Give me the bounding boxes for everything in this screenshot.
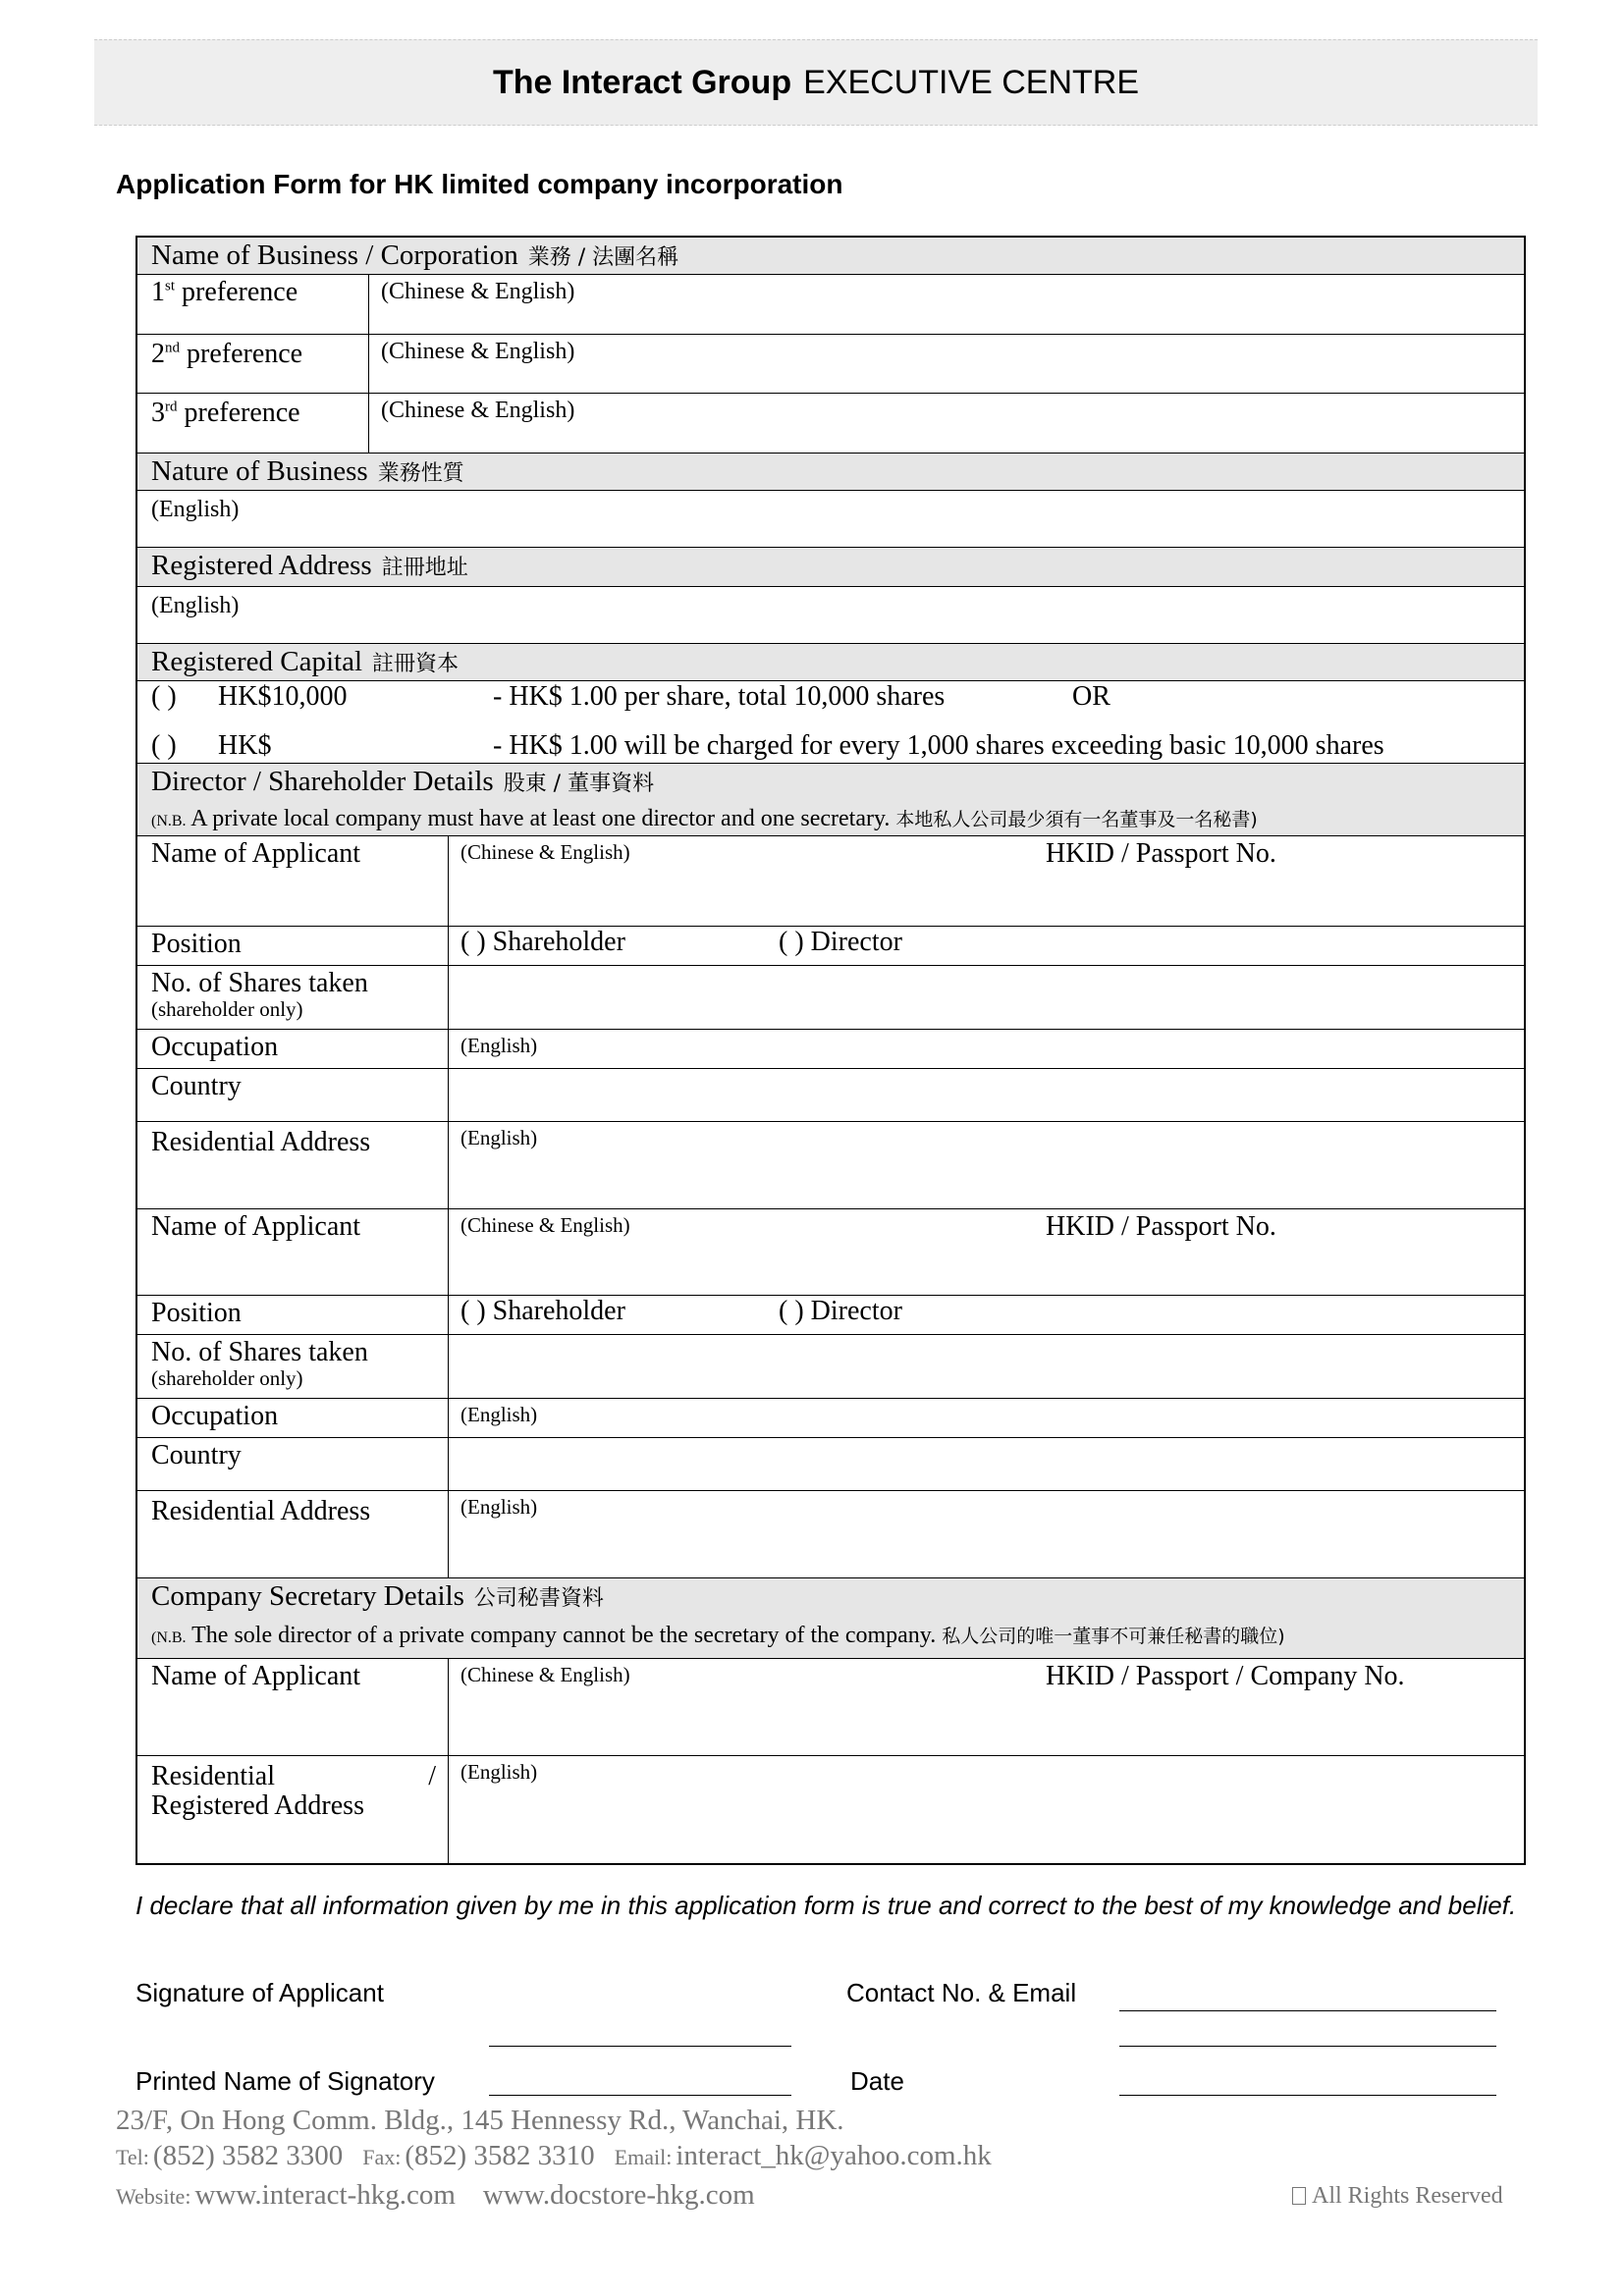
- brand-name: The Interact Group: [492, 63, 792, 101]
- applicant-2-name-label: Name of Applicant: [137, 1209, 449, 1295]
- preference-input-2[interactable]: [369, 335, 1524, 393]
- copyright-icon: [1292, 2187, 1306, 2205]
- capital-option-1-checkbox[interactable]: ( ): [151, 681, 177, 712]
- preference-input-1[interactable]: [369, 275, 1524, 334]
- applicant-2-hkid-label: HKID / Passport No.: [1046, 1211, 1276, 1242]
- secretary-id-label: HKID / Passport / Company No.: [1046, 1661, 1405, 1691]
- nature-title: Nature of Business: [151, 455, 368, 487]
- applicant-1-name-hint: (Chinese & English): [460, 840, 630, 864]
- date-line[interactable]: [1119, 2095, 1496, 2096]
- footer-contacts: Tel: (852) 3582 3300 Fax: (852) 3582 3310 Email: interact_hk@yahoo.com.hk: [116, 2140, 992, 2171]
- applicant-2-shares-input[interactable]: [449, 1335, 1524, 1398]
- signature-applicant-label: Signature of Applicant: [135, 1978, 384, 2007]
- applicant-1-country-input[interactable]: [449, 1069, 1524, 1121]
- applicant-2-director-checkbox[interactable]: ( ) Director: [779, 1296, 902, 1326]
- secretary-name-label: Name of Applicant: [137, 1659, 449, 1755]
- preference-label-1: 1st preference: [137, 275, 369, 334]
- applicant-2-shares-label: No. of Shares taken (shareholder only): [137, 1335, 449, 1398]
- preference-hint-2: (Chinese & English): [381, 339, 575, 364]
- footer-rights: All Rights Reserved: [1292, 2183, 1503, 2210]
- applicant-2-address-row: [137, 1491, 1524, 1578]
- secretary-address-row: [137, 1756, 1524, 1865]
- contact-line-2[interactable]: [1119, 2046, 1496, 2047]
- business-name-title: Name of Business / Corporation: [151, 240, 518, 271]
- footer-email-link[interactable]: interact_hk@yahoo.com.hk: [676, 2140, 992, 2171]
- secretary-name-hint: (Chinese & English): [460, 1663, 630, 1686]
- applicant-1-occupation-row: [137, 1030, 1524, 1069]
- nature-heading: [137, 454, 1524, 491]
- applicant-1-shares-label: No. of Shares taken (shareholder only): [137, 966, 449, 1029]
- contact-line-1[interactable]: [1119, 2010, 1496, 2011]
- secretary-address-input[interactable]: [449, 1756, 1524, 1865]
- preference-label-3: 3rd preference: [137, 394, 369, 453]
- business-name-title-zh: 業務 / 法團名稱: [527, 245, 679, 270]
- applicant-2-occupation-input[interactable]: [449, 1399, 1524, 1437]
- applicant-1-director-checkbox[interactable]: ( ) Director: [779, 927, 902, 957]
- applicant-1-address-input[interactable]: [449, 1122, 1524, 1208]
- preference-label-2: 2nd preference: [137, 335, 369, 393]
- applicant-1-position-label: Position: [137, 927, 449, 965]
- address-heading: [137, 548, 1524, 587]
- nature-input[interactable]: [137, 491, 1524, 548]
- applicant-1-country-label: Country: [137, 1069, 449, 1121]
- applicant-1-position-input: [449, 927, 1524, 965]
- form-title: Application Form for HK limited company incorporation: [116, 169, 843, 199]
- applicant-1-shares-input[interactable]: [449, 966, 1524, 1029]
- secretary-name-row: [137, 1659, 1524, 1756]
- capital-title-zh: 註冊資本: [372, 652, 460, 676]
- capital-or: OR: [1072, 681, 1110, 712]
- footer-website-link-2[interactable]: www.docstore-hkg.com: [482, 2179, 755, 2211]
- applicant-1-country-row: [137, 1069, 1524, 1122]
- applicant-2-name-row: [137, 1209, 1524, 1296]
- applicant-2-occupation-label: Occupation: [137, 1399, 449, 1437]
- applicant-2-country-label: Country: [137, 1438, 449, 1490]
- applicant-2-shares-row: [137, 1335, 1524, 1399]
- secretary-address-hint: (English): [460, 1760, 538, 1784]
- applicant-2-occupation-hint: (English): [460, 1403, 538, 1426]
- secretary-note: (N.B. The sole director of a private company cannot be the secretary of the company. 私人公司的唯一董事不可兼任秘書的職位): [151, 1623, 1285, 1648]
- capital-option-2-desc: - HK$ 1.00 will be charged for every 1,000 shares exceeding basic 10,000 shares: [493, 730, 1384, 761]
- footer-website-link-1[interactable]: www.interact-hkg.com: [194, 2179, 456, 2211]
- preference-hint-3: (Chinese & English): [381, 398, 575, 423]
- secretary-title-zh: 公司秘書資料: [473, 1586, 604, 1611]
- capital-option-1-amount: HK$10,000: [218, 681, 348, 712]
- secretary-heading: [137, 1578, 1524, 1659]
- footer-address: 23/F, On Hong Comm. Bldg., 145 Hennessy Rd., Wanchai, HK.: [116, 2105, 844, 2136]
- applicant-2-position-label: Position: [137, 1296, 449, 1334]
- applicant-1-address-row: [137, 1122, 1524, 1209]
- application-form: [135, 236, 1526, 1865]
- printed-name-label: Printed Name of Signatory: [135, 2066, 435, 2096]
- capital-option-1-desc: - HK$ 1.00 per share, total 10,000 shares: [493, 681, 946, 712]
- signature-line[interactable]: [489, 2046, 791, 2047]
- preference-row-3: [137, 394, 1524, 454]
- applicant-2-shareholder-checkbox[interactable]: ( ) Shareholder: [460, 1296, 625, 1326]
- nature-hint: (English): [151, 497, 240, 522]
- directors-title-zh: 股東 / 董事資料: [503, 772, 655, 796]
- applicant-2-position-row: [137, 1296, 1524, 1335]
- address-hint: (English): [151, 593, 240, 618]
- secretary-title: Company Secretary Details: [151, 1580, 464, 1612]
- applicant-2-position-input: [449, 1296, 1524, 1334]
- preference-hint-1: (Chinese & English): [381, 279, 575, 304]
- applicant-1-shareholder-checkbox[interactable]: ( ) Shareholder: [460, 927, 625, 957]
- applicant-2-country-input[interactable]: [449, 1438, 1524, 1490]
- address-input[interactable]: [137, 587, 1524, 644]
- capital-options: [137, 681, 1524, 764]
- applicant-1-occupation-input[interactable]: [449, 1030, 1524, 1068]
- secretary-address-label: Residential / Registered Address: [137, 1756, 449, 1865]
- applicant-1-hkid-label: HKID / Passport No.: [1046, 838, 1276, 869]
- directors-heading: [137, 764, 1524, 836]
- preference-row-2: [137, 335, 1524, 394]
- applicant-2-country-row: [137, 1438, 1524, 1491]
- printed-name-line[interactable]: [489, 2095, 791, 2096]
- date-label: Date: [850, 2066, 904, 2096]
- address-title: Registered Address: [151, 550, 372, 581]
- applicant-2-address-input[interactable]: [449, 1491, 1524, 1577]
- capital-title: Registered Capital: [151, 646, 363, 677]
- applicant-1-occupation-label: Occupation: [137, 1030, 449, 1068]
- applicant-1-name-label: Name of Applicant: [137, 836, 449, 926]
- secretary-name-input[interactable]: [449, 1659, 1524, 1755]
- declaration-text: I declare that all information given by me in this application form is true and correct to the best of my knowledge and belief.: [135, 1891, 1517, 1920]
- applicant-2-name-input[interactable]: [449, 1209, 1524, 1295]
- applicant-2-occupation-row: [137, 1399, 1524, 1438]
- business-name-heading: [137, 238, 1524, 275]
- applicant-1-occupation-hint: (English): [460, 1034, 538, 1057]
- applicant-2-address-hint: (English): [460, 1495, 538, 1519]
- capital-option-2-amount: HK$: [218, 730, 272, 761]
- address-title-zh: 註冊地址: [381, 556, 468, 580]
- contact-label: Contact No. & Email: [846, 1978, 1077, 2007]
- page-header: [94, 39, 1538, 126]
- applicant-2-address-label: Residential Address: [137, 1491, 449, 1577]
- directors-title: Director / Shareholder Details: [151, 766, 494, 797]
- applicant-1-position-row: [137, 927, 1524, 966]
- applicant-1-address-label: Residential Address: [137, 1122, 449, 1208]
- applicant-1-shares-row: [137, 966, 1524, 1030]
- preference-input-3[interactable]: [369, 394, 1524, 453]
- footer-websites: Website: www.interact-hkg.com www.docstore-hkg.com: [116, 2179, 755, 2211]
- capital-option-2-checkbox[interactable]: ( ): [151, 730, 177, 761]
- applicant-1-address-hint: (English): [460, 1126, 538, 1149]
- applicant-1-name-row: [137, 836, 1524, 927]
- preference-row-1: [137, 275, 1524, 335]
- applicant-1-name-input[interactable]: [449, 836, 1524, 926]
- nature-title-zh: 業務性質: [377, 461, 464, 486]
- directors-note: (N.B. A private local company must have at least one director and one secretary. 本地私人公司最少須有一名董事及一名秘書): [151, 806, 1258, 831]
- applicant-2-name-hint: (Chinese & English): [460, 1213, 630, 1237]
- capital-heading: [137, 644, 1524, 681]
- brand-tagline: EXECUTIVE CENTRE: [803, 63, 1140, 101]
